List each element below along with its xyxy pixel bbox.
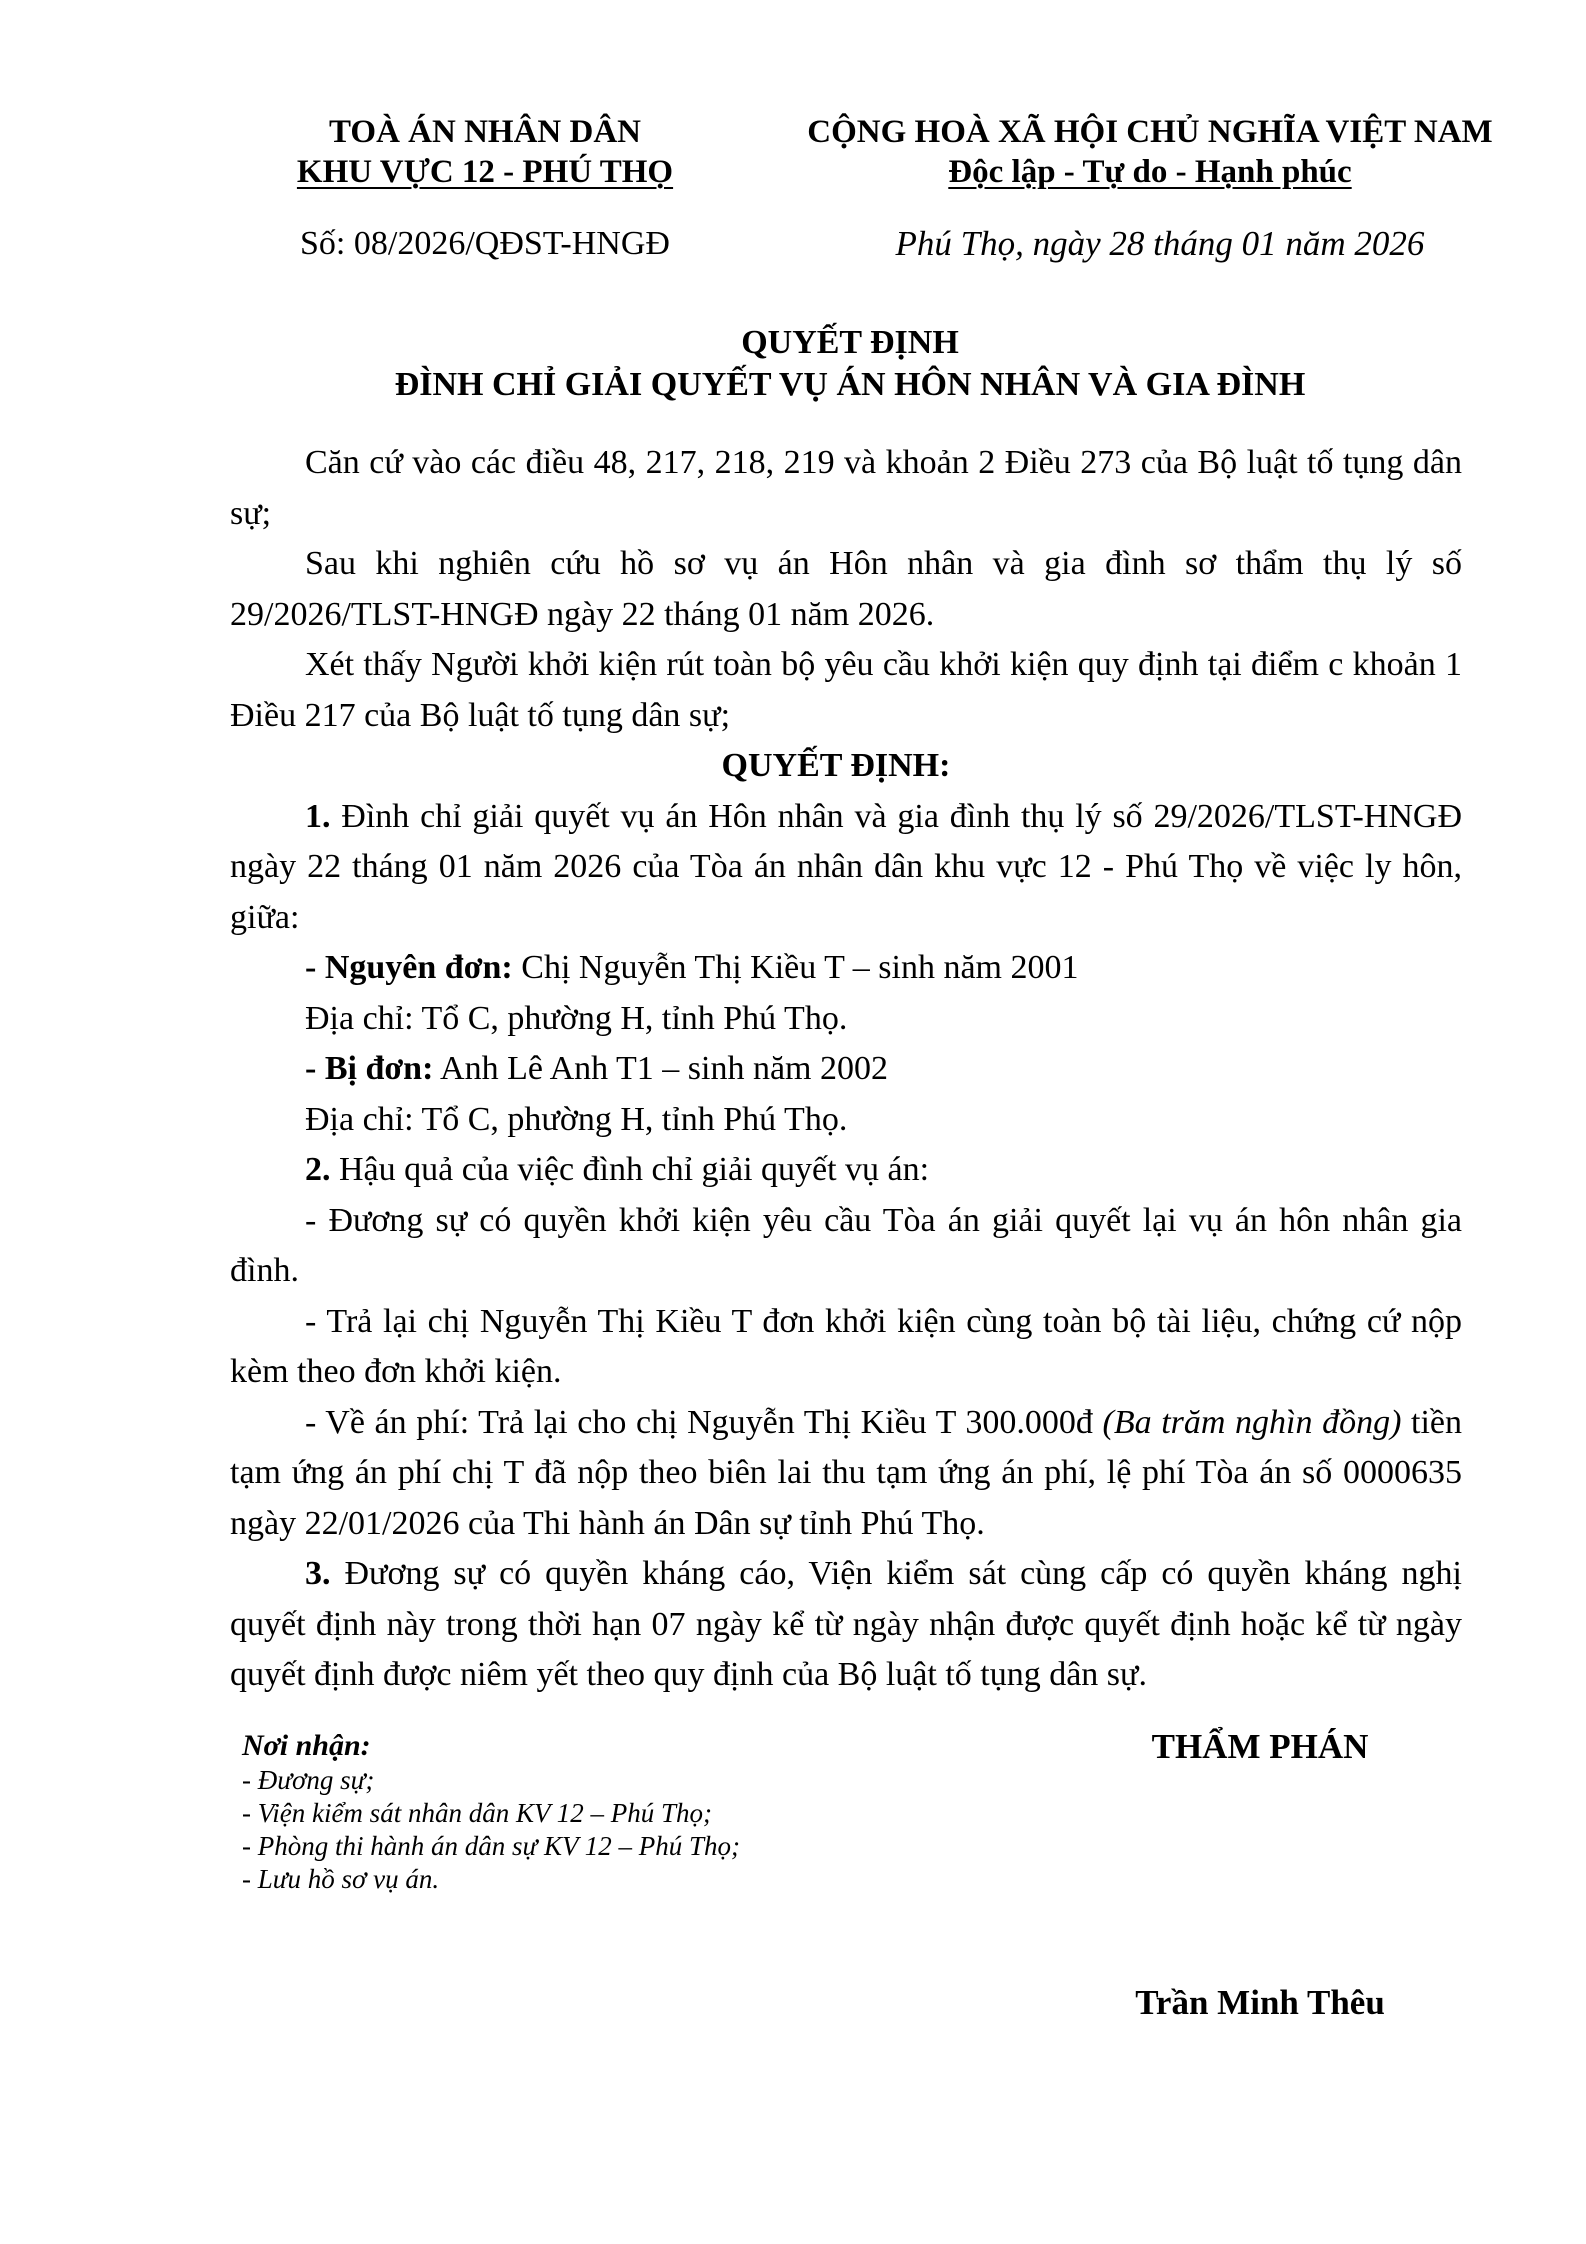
court-region: KHU VỰC 12 - PHÚ THỌ — [296, 154, 674, 190]
consequence-court-fee — [230, 1398, 1462, 1550]
item-1-text: Đình chỉ giải quyết vụ án Hôn nhân và gia đình thụ lý số 29/2026/TLST-HNGĐ ngày 22 tháng 01 năm 2026 của Tòa án nhân dân khu vực 12 - Phú Thọ về việc ly hôn, giữa: — [230, 797, 1462, 936]
title-line2: ĐÌNH CHỈ GIẢI QUYẾT VỤ ÁN HÔN NHÂN VÀ GIA ĐÌNH — [394, 366, 1306, 403]
country-name: CỘNG HOÀ XÃ HỘI CHỦ NGHĨA VIỆT NAM — [807, 114, 1493, 150]
signature-block — [1060, 1726, 1460, 2024]
consequence-refile: - Đương sự có quyền khởi kiện yêu cầu Tòa án giải quyết lại vụ án hôn nhân gia đình. — [230, 1201, 1462, 1289]
recipient-item: - Đương sự; — [242, 1765, 375, 1795]
decision-item-3 — [230, 1549, 1462, 1701]
plaintiff-line — [230, 943, 1462, 994]
recipients-heading: Nơi nhận: — [242, 1729, 371, 1762]
national-header — [760, 112, 1540, 264]
item-2-text: Hậu quả của việc đình chỉ giải quyết vụ án: — [330, 1151, 930, 1188]
item-3-number: 3. — [305, 1555, 331, 1592]
plaintiff-label: - Nguyên đơn: — [305, 949, 513, 986]
consequence-return-documents: - Trả lại chị Nguyễn Thị Kiều T đơn khởi kiện cùng toàn bộ tài liệu, chứng cứ nộp kèm theo đơn khởi kiện. — [230, 1302, 1462, 1390]
preamble-finding: Xét thấy Người khởi kiện rút toàn bộ yêu cầu khởi kiện quy định tại điểm c khoản 1 Điều 217 của Bộ luật tố tụng dân sự; — [230, 646, 1462, 734]
court-fee-text-a: - Về án phí: Trả lại cho chị Nguyễn Thị Kiều T 300.000đ — [305, 1403, 1103, 1441]
defendant-line — [230, 1044, 1462, 1095]
document-number: Số: 08/2026/QĐST-HNGĐ — [300, 225, 670, 262]
defendant-value: Anh Lê Anh T1 – sinh năm 2002 — [433, 1050, 889, 1087]
court-header — [250, 112, 720, 264]
recipient-item: - Lưu hồ sơ vụ án. — [242, 1864, 440, 1894]
defendant-address: Địa chỉ: Tổ C, phường H, tỉnh Phú Thọ. — [305, 1100, 848, 1138]
title-line1: QUYẾT ĐỊNH — [741, 324, 959, 361]
defendant-label: - Bị đơn: — [305, 1050, 434, 1087]
preamble-legal-basis: Căn cứ vào các điều 48, 217, 218, 219 và khoản 2 Điều 273 của Bộ luật tố tụng dân sự; — [230, 444, 1462, 532]
document-title — [200, 322, 1500, 406]
item-3-text: Đương sự có quyền kháng cáo, Viện kiểm sát cùng cấp có quyền kháng nghị quyết định này trong thời hạn 07 ngày kể từ ngày nhận được quyết định hoặc kể từ ngày quyết định được niêm yết theo quy định của Bộ luật tố tụng dân sự. — [230, 1555, 1462, 1693]
signer-name: Trần Minh Thêu — [1135, 1983, 1385, 2022]
decision-item-2 — [230, 1145, 1462, 1196]
recipient-item: - Viện kiểm sát nhân dân KV 12 – Phú Thọ; — [242, 1798, 712, 1828]
document-body — [230, 438, 1462, 1701]
recipients-block — [242, 1728, 892, 1896]
decision-heading: QUYẾT ĐỊNH: — [721, 747, 951, 784]
signature-title: THẨM PHÁN — [1151, 1727, 1369, 1766]
national-motto: Độc lập - Tự do - Hạnh phúc — [948, 154, 1352, 190]
plaintiff-address: Địa chỉ: Tổ C, phường H, tỉnh Phú Thọ. — [305, 999, 848, 1037]
place-date: Phú Thọ, ngày 28 tháng 01 năm 2026 — [895, 224, 1425, 263]
preamble-case-review: Sau khi nghiên cứu hồ sơ vụ án Hôn nhân và gia đình sơ thẩm thụ lý số 29/2026/TLST-HNGĐ ngày 22 tháng 01 năm 2026. — [230, 545, 1462, 633]
court-name: TOÀ ÁN NHÂN DÂN — [329, 114, 641, 150]
decision-item-1 — [230, 792, 1462, 944]
item-1-number: 1. — [305, 797, 331, 835]
recipient-item: - Phòng thi hành án dân sự KV 12 – Phú Thọ; — [242, 1831, 740, 1861]
court-fee-amount-words: (Ba trăm nghìn đồng) — [1102, 1403, 1402, 1441]
court-fee-text-b: tiền tạm ứng án phí chị T đã nộp theo biên lai thu tạm ứng án phí, lệ phí Tòa án số 0000635 ngày 22/01/2026 của Thi hành án Dân sự tỉnh Phú Thọ. — [230, 1403, 1463, 1542]
item-2-number: 2. — [305, 1151, 331, 1188]
plaintiff-value: Chị Nguyễn Thị Kiều T – sinh năm 2001 — [512, 949, 1079, 986]
